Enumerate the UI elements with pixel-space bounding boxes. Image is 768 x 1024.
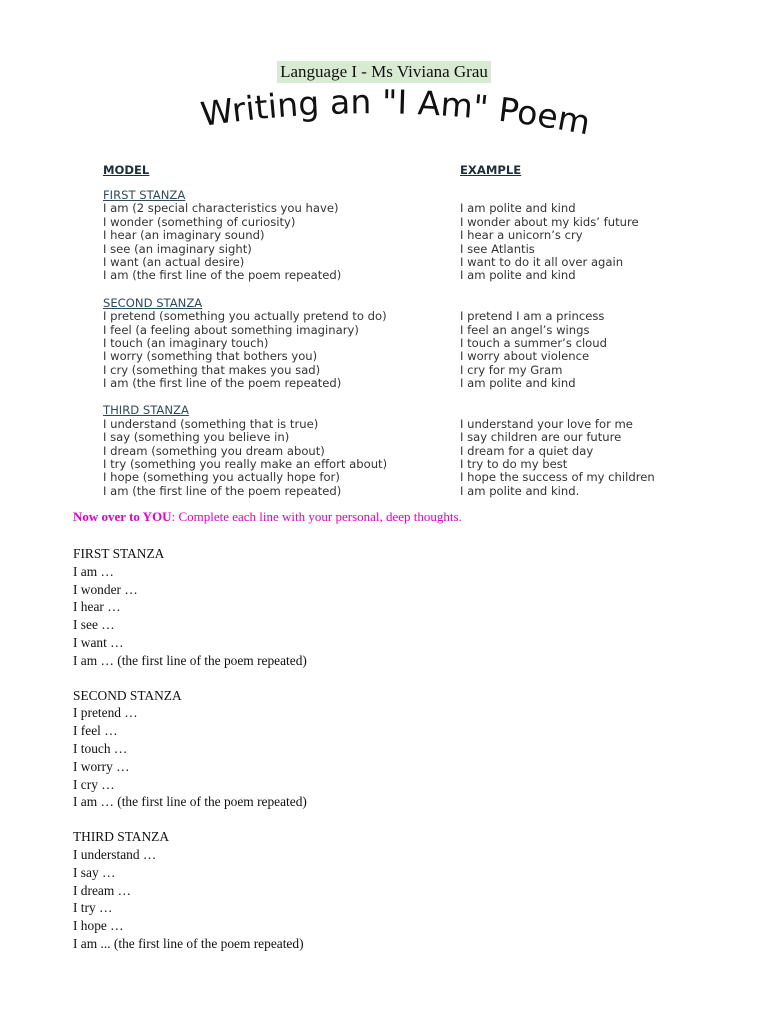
model-line: I hope (something you actually hope for) <box>103 470 340 485</box>
instruction-prompt <box>73 509 462 525</box>
example-stanza-spacer <box>460 189 655 202</box>
exercise-stanza-title: FIRST STANZA <box>73 546 165 561</box>
example-line: I worry about violence <box>460 349 590 364</box>
example-line: I say children are our future <box>460 430 622 445</box>
exercise-line: I touch … <box>73 740 128 756</box>
exercise-line: I understand … <box>73 846 157 862</box>
model-heading: MODEL <box>103 163 150 177</box>
example-stanza-1 <box>460 189 655 283</box>
example-line: I dream for a quiet day <box>460 443 594 458</box>
model-line: I dream (something you dream about) <box>103 443 325 458</box>
exercise-line: I am … (the first line of the poem repeated) <box>73 794 307 810</box>
example-line: I understand your love for me <box>460 416 633 431</box>
exercise-stanza-2 <box>73 687 307 812</box>
example-line: I see Atlantis <box>460 241 535 256</box>
model-stanza-2 <box>103 297 387 391</box>
exercise-line: I see … <box>73 617 115 633</box>
example-line: I want to do it all over again <box>460 254 624 269</box>
model-line: I am (the first line of the poem repeated) <box>103 268 342 283</box>
exercise-line: I pretend … <box>73 705 138 721</box>
poem-title-path: Writing an "I Am" Poem <box>198 82 594 143</box>
exercise-line: I say … <box>73 864 116 880</box>
example-line: I touch a summer’s cloud <box>460 335 607 350</box>
model-line: I say (something you believe in) <box>103 430 290 445</box>
model-column <box>103 162 387 498</box>
exercise-line: I want … <box>73 634 124 650</box>
example-line: I feel an angel’s wings <box>460 322 590 337</box>
example-stanza-spacer <box>460 404 655 417</box>
exercise-line: I wonder … <box>73 581 138 597</box>
model-line: I am (the first line of the poem repeated) <box>103 376 342 391</box>
exercise-line: I am ... (the first line of the poem repeated) <box>73 935 304 951</box>
model-stanza-title: SECOND STANZA <box>103 295 203 310</box>
example-line: I am polite and kind. <box>460 483 580 498</box>
prompt-text: : Complete each line with your personal, deep thoughts. <box>171 509 462 524</box>
exercise-line: I dream … <box>73 882 132 898</box>
model-line: I am (2 special characteristics you have) <box>103 201 339 216</box>
model-stanza-1 <box>103 189 387 283</box>
example-line: I hope the success of my children <box>460 470 655 485</box>
exercise-area <box>73 545 307 953</box>
model-line: I see (an imaginary sight) <box>103 241 252 256</box>
model-stanza-title: THIRD STANZA <box>103 403 189 418</box>
header-text: Language I - Ms Viviana Grau <box>277 61 491 83</box>
exercise-line: I am … <box>73 563 114 579</box>
poem-title-text <box>198 82 593 142</box>
example-line: I hear a unicorn’s cry <box>460 228 583 243</box>
example-line: I am polite and kind <box>460 201 576 216</box>
model-line: I am (the first line of the poem repeated) <box>103 483 342 498</box>
exercise-line: I try … <box>73 900 113 916</box>
example-line: I wonder about my kids’ future <box>460 214 639 229</box>
model-line: I worry (something that bothers you) <box>103 349 318 364</box>
model-line: I wonder (something of curiosity) <box>103 214 296 229</box>
exercise-line: I cry … <box>73 776 115 792</box>
model-line: I understand (something that is true) <box>103 416 319 431</box>
poem-title <box>150 80 640 160</box>
exercise-line: I am … (the first line of the poem repeated) <box>73 652 307 668</box>
prompt-lead: Now over to YOU <box>73 509 172 524</box>
model-line: I touch (an imaginary touch) <box>103 335 269 350</box>
model-line: I want (an actual desire) <box>103 254 245 269</box>
exercise-line: I feel … <box>73 723 118 739</box>
model-line: I pretend (something you actually pretend to do) <box>103 309 387 324</box>
model-line: I cry (something that makes you sad) <box>103 362 321 377</box>
model-stanza-title: FIRST STANZA <box>103 188 186 202</box>
exercise-stanza-title: SECOND STANZA <box>73 687 182 703</box>
model-line: I try (something you really make an effort about) <box>103 457 388 472</box>
model-stanza-3 <box>103 404 387 498</box>
example-line: I am polite and kind <box>460 376 576 391</box>
exercise-stanza-title: THIRD STANZA <box>73 829 170 845</box>
example-line: I am polite and kind <box>460 268 576 283</box>
example-stanza-3 <box>460 404 655 498</box>
example-line: I cry for my Gram <box>460 362 563 377</box>
example-stanza-2 <box>460 297 655 391</box>
example-line: I try to do my best <box>460 457 568 472</box>
model-line: I hear (an imaginary sound) <box>103 228 265 243</box>
exercise-line: I hear … <box>73 599 121 615</box>
example-stanza-spacer <box>460 297 655 310</box>
exercise-stanza-3 <box>73 828 307 953</box>
example-line: I pretend I am a princess <box>460 309 605 324</box>
exercise-stanza-1 <box>73 545 307 670</box>
model-line: I feel (a feeling about something imaginary) <box>103 322 359 337</box>
example-heading: EXAMPLE <box>460 163 522 177</box>
exercise-line: I hope … <box>73 918 124 934</box>
exercise-line: I worry … <box>73 758 130 774</box>
example-column <box>460 162 655 498</box>
